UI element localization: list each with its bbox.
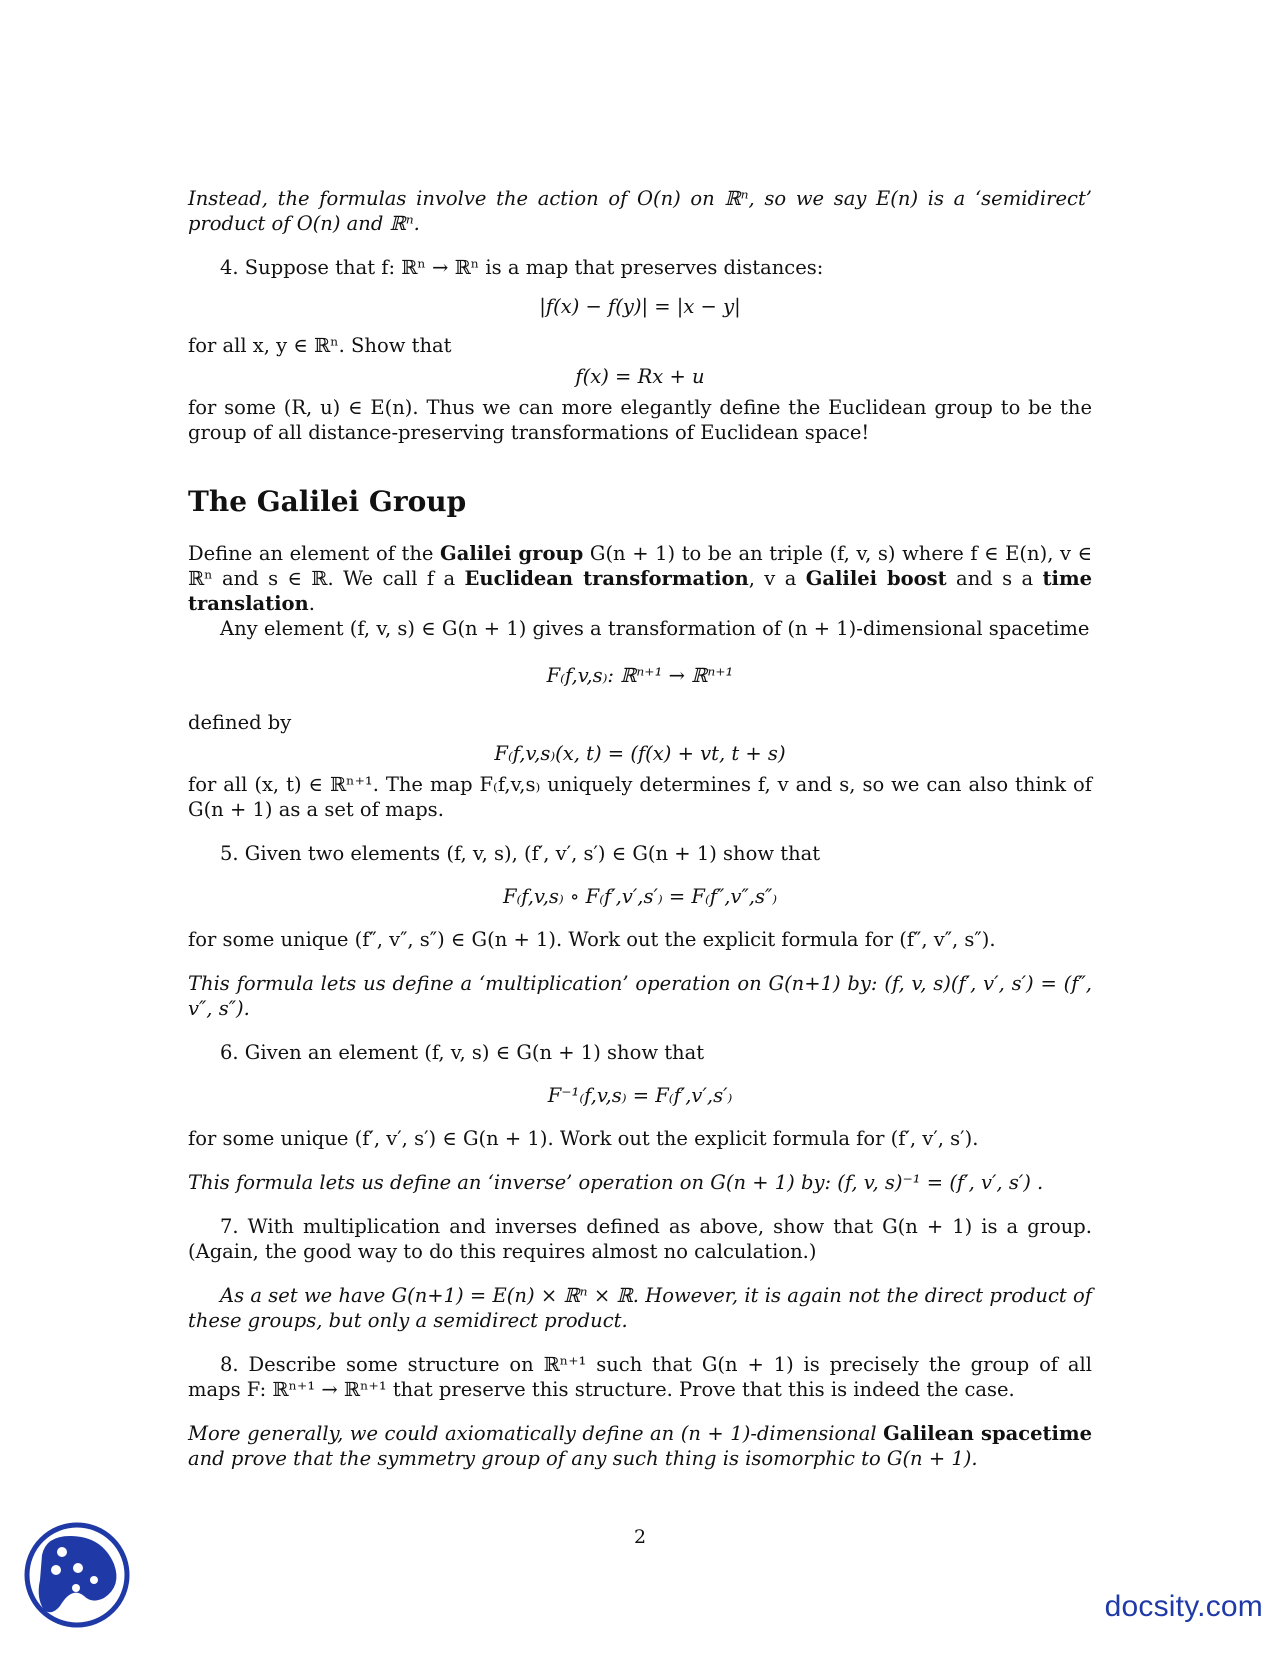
exercise-8: 8. Describe some structure on ℝⁿ⁺¹ such that G(n + 1) is precisely the group of all maps F: ℝⁿ⁺¹ → ℝⁿ⁺¹ that preserve this structure. Prove that this is indeed the case.	[188, 1353, 1092, 1401]
paragraph-semidirect-note: Instead, the formulas involve the action of O(n) on ℝⁿ, so we say E(n) is a ‘semidirect’ product of O(n) and ℝⁿ.	[188, 187, 1092, 235]
paragraph-euclidean-conclusion: for some (R, u) ∈ E(n). Thus we can more elegantly define the Euclidean group to be the group of all distance-preserving transformations of Euclidean space!	[188, 396, 1092, 444]
equation-composition: F₍f,v,s₎ ∘ F₍f′,v′,s′₎ = F₍f″,v″,s″₎	[502, 885, 778, 908]
exercise-7: 7. With multiplication and inverses defined as above, show that G(n + 1) is a group. (Again, the good way to do this requires almost no calculation.)	[188, 1215, 1092, 1263]
paragraph-spacetime-transformation: Any element (f, v, s) ∈ G(n + 1) gives a transformation of (n + 1)-dimensional spacetime	[220, 617, 1090, 640]
paragraph-defined-by: defined by	[188, 711, 292, 734]
exercise-6: 6. Given an element (f, v, s) ∈ G(n + 1) show that	[220, 1041, 705, 1064]
equation-inverse: F⁻¹₍f,v,s₎ = F₍f′,v′,s′₎	[547, 1084, 733, 1107]
paragraph-galilean-spacetime-note: More generally, we could axiomatically define an (n + 1)-dimensional Galilean spacetime and prove that the symmetry group of any such thing is isomorphic to G(n + 1).	[188, 1422, 1092, 1470]
exercise-4: 4. Suppose that f: ℝⁿ → ℝⁿ is a map that preserves distances:	[220, 256, 824, 279]
paragraph-show-that: for all x, y ∈ ℝⁿ. Show that	[188, 334, 452, 357]
paragraph-multiplication-note: This formula lets us define a ‘multiplication’ operation on G(n+1) by: (f, v, s)(f′, v′, s′) = (f″, v″, s″).	[188, 972, 1092, 1020]
exercise-5: 5. Given two elements (f, v, s), (f′, v′, s′) ∈ G(n + 1) show that	[220, 842, 821, 865]
paragraph-unique-composition: for some unique (f″, v″, s″) ∈ G(n + 1). Work out the explicit formula for (f″, v″, s″).	[188, 928, 996, 951]
paragraph-unique-inverse: for some unique (f′, v′, s′) ∈ G(n + 1). Work out the explicit formula for (f′, v′, s′).	[188, 1127, 979, 1150]
equation-map: F₍f,v,s₎: ℝⁿ⁺¹ → ℝⁿ⁺¹	[546, 664, 734, 687]
equation-distance: |f(x) − f(y)| = |x − y|	[539, 295, 741, 318]
page-number: 2	[633, 1526, 647, 1548]
paragraph-inverse-note: This formula lets us define an ‘inverse’ operation on G(n + 1) by: (f, v, s)⁻¹ = (f′, v′, s′) .	[188, 1171, 1044, 1194]
paragraph-set-of-maps: for all (x, t) ∈ ℝⁿ⁺¹. The map F₍f,v,s₎ uniquely determines f, v and s, so we can also think of G(n + 1) as a set of maps.	[188, 773, 1092, 821]
section-title: The Galilei Group	[188, 485, 467, 518]
equation-transformation: F₍f,v,s₎(x, t) = (f(x) + vt, t + s)	[494, 742, 786, 765]
docsity-logo-icon	[22, 1520, 132, 1630]
docsity-watermark[interactable]: docsity.com	[1104, 1590, 1263, 1623]
equation-affine: f(x) = Rx + u	[575, 365, 705, 388]
paragraph-semidirect-product-note: As a set we have G(n+1) = E(n) × ℝⁿ × ℝ. However, it is again not the direct product of these groups, but only a semidirect product.	[188, 1284, 1092, 1332]
paragraph-galilei-definition: Define an element of the Galilei group G(n + 1) to be an triple (f, v, s) where f ∈ E(n), v ∈ ℝⁿ and s ∈ ℝ. We call f a Euclidean transformation, v a Galilei boost and s a time translation.	[188, 542, 1093, 615]
page-content	[188, 186, 1092, 1471]
